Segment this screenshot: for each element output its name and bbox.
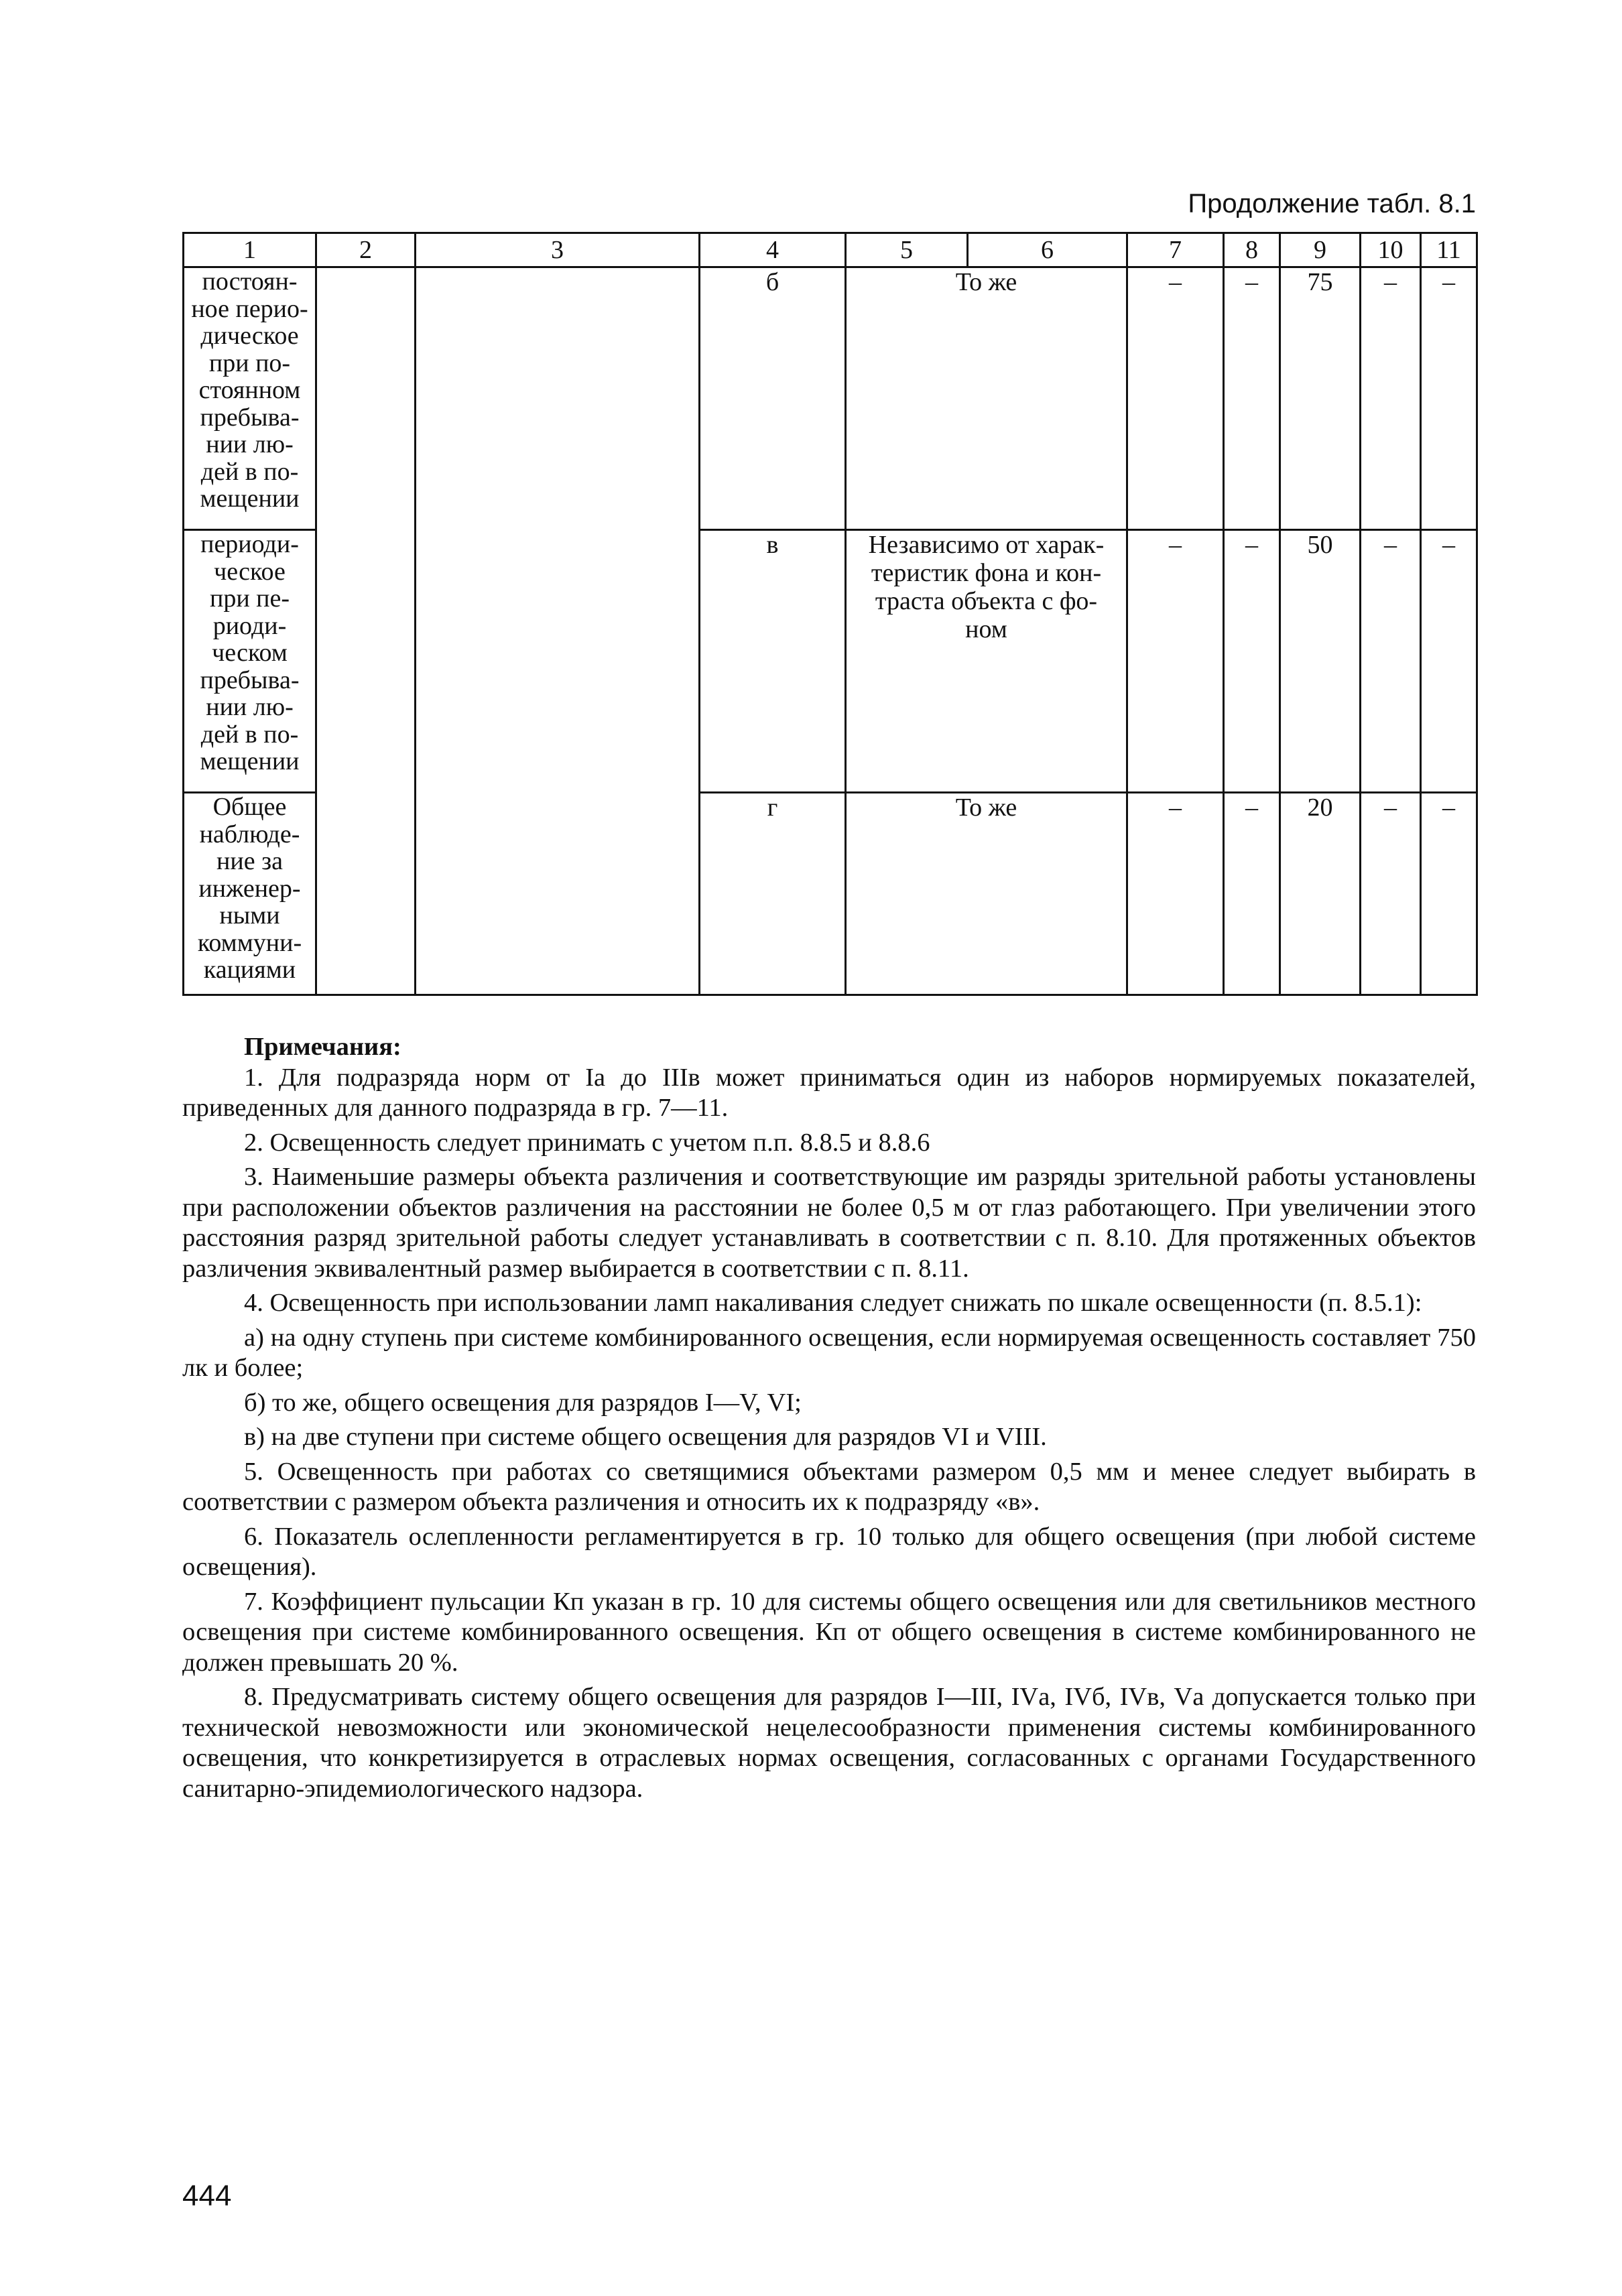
note-item: 4. Освещенность при использовании ламп накаливания следует снижать по шкале освещенности (п. 8.5.1):: [244, 1289, 1422, 1317]
background-contrast-cell: То же: [846, 267, 1127, 530]
row-category-cell: постоян- ное перио- дическое при по- стоянном пребыва- нии лю- дей в по- мещении: [184, 267, 316, 530]
background-contrast-cell: Независимо от харак- теристик фона и кон- траста объекта с фо- ном: [846, 530, 1127, 793]
header-cell: 4: [700, 233, 846, 267]
col3-cell: [416, 267, 700, 995]
lighting-norms-table: [182, 232, 1478, 996]
value-cell: –: [1361, 267, 1421, 530]
note-item: 2. Освещенность следует принимать с учетом п.п. 8.8.5 и 8.8.6: [244, 1128, 930, 1157]
header-cell: 3: [416, 233, 700, 267]
note-item: в) на две ступени при системе общего освещения для разрядов VI и VIII.: [244, 1423, 1047, 1451]
notes-heading: Примечания:: [244, 1033, 401, 1061]
header-cell: 7: [1127, 233, 1224, 267]
value-cell: –: [1224, 267, 1280, 530]
header-cell: 1: [184, 233, 316, 267]
header-cell: 10: [1361, 233, 1421, 267]
row-category-cell: периоди- ческое при пе- риоди- ческом пребыва- нии лю- дей в по- мещении: [184, 530, 316, 793]
note-item: 1. Для подразряда норм от Ia до IIIв может приниматься один из наборов нормируемых показателей, приведенных для данного подразряда в гр. 7—11.: [182, 1063, 1476, 1122]
header-cell: 5: [846, 233, 968, 267]
header-cell: 9: [1280, 233, 1361, 267]
table-row: [184, 267, 1477, 530]
notes-section: [182, 1032, 1476, 1804]
header-cell: 2: [316, 233, 416, 267]
subcategory-cell: б: [700, 267, 846, 530]
value-cell: –: [1127, 793, 1224, 995]
background-contrast-cell: То же: [846, 793, 1127, 995]
header-cell: 6: [968, 233, 1127, 267]
value-cell: –: [1421, 530, 1477, 793]
value-cell: –: [1421, 267, 1477, 530]
row-category-cell: Общее наблюде- ние за инженер- ными коммуни- кациями: [184, 793, 316, 995]
value-cell: –: [1224, 793, 1280, 995]
header-cell: 8: [1224, 233, 1280, 267]
value-cell: –: [1361, 793, 1421, 995]
note-item: 3. Наименьшие размеры объекта различения и соответствующие им разряды зрительной работы установлены при расположении объектов различения на расстоянии не более 0,5 м от глаз работающего. При увеличении этого расстояния разряд зрительной работы следует устанавливать в соответствии с п. 8.10. Для протяженных объектов различения эквивалентный размер выбирается в соответствии с п. 8.11.: [182, 1163, 1476, 1283]
note-item: 6. Показатель ослепленности регламентируется в гр. 10 только для общего освещения (при любой системе освещения).: [182, 1522, 1476, 1581]
table-header-row: [184, 233, 1477, 267]
note-item: б) то же, общего освещения для разрядов I—V, VI;: [244, 1388, 802, 1417]
subcategory-cell: г: [700, 793, 846, 995]
col2-cell: [316, 267, 416, 995]
illuminance-cell: 20: [1280, 793, 1361, 995]
subcategory-cell: в: [700, 530, 846, 793]
illuminance-cell: 50: [1280, 530, 1361, 793]
note-item: 5. Освещенность при работах со светящимися объектами размером 0,5 мм и менее следует выбирать в соответствии с размером объекта различения и относить их к подразряду «в».: [182, 1457, 1476, 1516]
value-cell: –: [1421, 793, 1477, 995]
note-item: 7. Коэффициент пульсации Кп указан в гр. 10 для системы общего освещения или для светильников местного освещения при системе комбинированного освещения. Кп от общего освещения в системе комбинированного не должен превышать 20 %.: [182, 1587, 1476, 1677]
page-number: 444: [182, 2179, 232, 2212]
value-cell: –: [1127, 267, 1224, 530]
value-cell: –: [1224, 530, 1280, 793]
continuation-label: Продолжение табл. 8.1: [1188, 189, 1476, 218]
header-cell: 11: [1421, 233, 1477, 267]
note-item: а) на одну ступень при системе комбинированного освещения, если нормируемая освещенность составляет 750 лк и более;: [182, 1323, 1476, 1382]
value-cell: –: [1361, 530, 1421, 793]
illuminance-cell: 75: [1280, 267, 1361, 530]
value-cell: –: [1127, 530, 1224, 793]
note-item: 8. Предусматривать систему общего освещения для разрядов I—III, IVа, IVб, IVв, Vа допускается только при технической невозможности или экономической нецелесообразности применения системы комбинированного освещения, что конкретизируется в отраслевых нормах освещения, согласованных с органами Государственного санитарно-эпидемиологического надзора.: [182, 1683, 1476, 1803]
